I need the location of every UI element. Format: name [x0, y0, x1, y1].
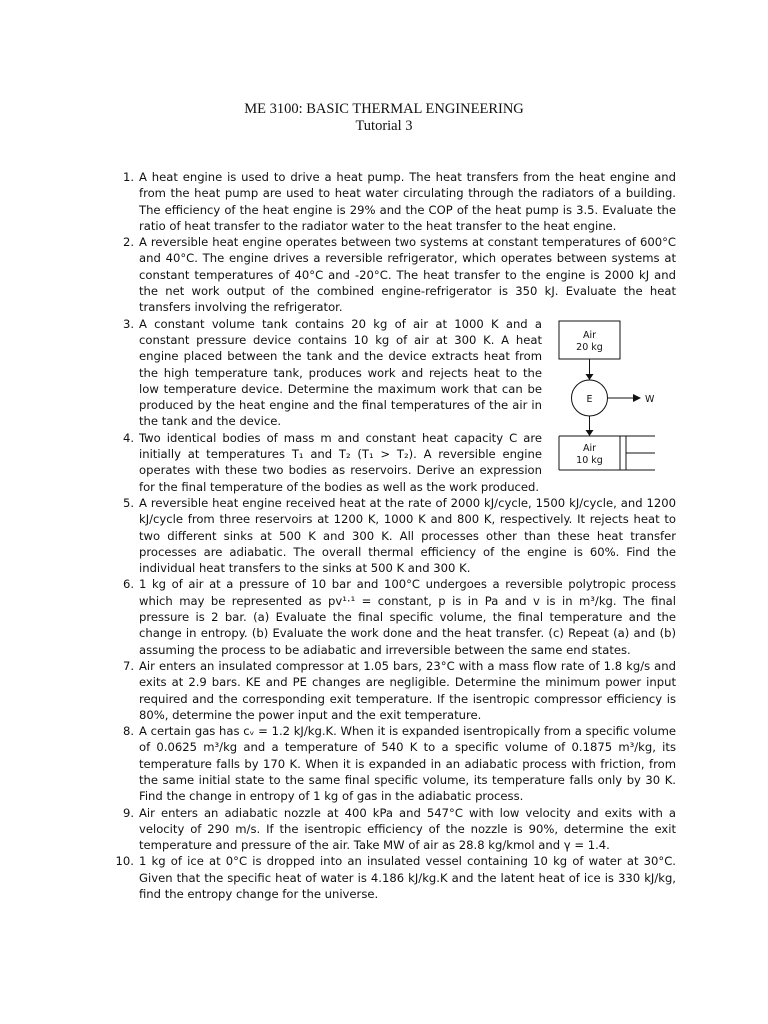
problem-text: A reversible heat engine operates between two systems at constant temperatures of 600°C and 40°C. The engine drives a reversible refrigerator, which operates between systems at constant temperatures of 40°C and -20°C. The heat transfer to the engine is 2000 kJ and the net work output of the combined engine-refrigerator is 350 kJ. Evaluate the heat transfers involving the refrigerator. — [139, 235, 676, 315]
heat-out-arrowhead — [586, 430, 594, 436]
tutorial-title: Tutorial 3 — [355, 118, 413, 134]
problem-number: 3. — [122, 316, 134, 331]
problem-number: 2. — [122, 235, 134, 250]
problem-text: Two identical bodies of mass m and constant heat capacity C are initially at temperatures T₁ and T₂ (T₁ > T₂). A reversible engine operates with these two bodies as reservoirs. Derive an expression for the final temperature of the bodies as well as the work produced. — [139, 430, 542, 494]
problem-number: 10. — [115, 854, 134, 869]
problem-number: 8. — [122, 724, 134, 739]
problem-item — [114, 658, 676, 723]
problem-text: A reversible heat engine received heat at the rate of 2000 kJ/cycle, 1500 kJ/cycle, and 1200 kJ/cycle from three reservoirs at 1200 K, 1000 K and 800 K, respectively. It rejects heat to two different sinks at 500 K and 300 K. All processes other than these heat transfer processes are adiabatic. The overall thermal efficiency of the engine is 60%. Find the individual heat transfers to the sinks at 500 K and 300 K. — [139, 495, 676, 576]
problem-text: 1 kg of ice at 0°C is dropped into an insulated vessel containing 10 kg of water at 30°C. Given that the specific heat of water is 4.186 kJ/kg.K and the latent heat of ice is 330 kJ/kg, find the entropy change for the universe. — [139, 854, 676, 902]
problem-text: Air enters an adiabatic nozzle at 400 kPa and 547°C with low velocity and exits with a velocity of 290 m/s. If the isentropic efficiency of the nozzle is 90%, determine the exit temperature and pressure of the air. Take MW of air as 28.8 kg/kmol and γ = 1.4. — [139, 805, 676, 853]
problem-text: Air enters an insulated compressor at 1.05 bars, 23°C with a mass flow rate of 1.8 kg/s and exits at 2.9 bars. KE and PE changes are negligible. Determine the minimum power input required and the corresponding exit temperature. If the isentropic compressor efficiency is 80%, determine the power input and the exit temperature. — [139, 658, 676, 722]
problem-list — [114, 169, 676, 902]
problem-number: 7. — [122, 658, 134, 673]
problem-item — [114, 723, 676, 804]
problem-item — [114, 495, 676, 576]
problem-text: 1 kg of air at a pressure of 10 bar and 100°C undergoes a reversible polytropic process which may be represented as pv¹·¹ = constant, p is in Pa and v is in m³/kg. The final pressure is 2 bar. (a) Evaluate the final specific volume, the final temperature and the change in entropy. (b) Evaluate the work done and the heat transfer. (c) Repeat (a) and (b) assuming the process to be adiabatic and irreversible between the same end states. — [139, 577, 676, 657]
tank-label-line2: 20 kg — [576, 342, 603, 353]
work-label: W — [645, 394, 655, 405]
device-label-line2: 10 kg — [576, 455, 603, 466]
problem-text: A certain gas has cᵥ = 1.2 kJ/kg.K. When it is expanded isentropically from a specific volume of 0.0625 m³/kg and a temperature of 540 K to a specific volume of 0.1875 m³/kg, its temperature falls by 170 K. When it is expanded in an adiabatic process with friction, from the same initial state to the same final specific volume, its temperature falls only by 30 K. Find the change in entropy of 1 kg of gas in the adiabatic process. — [139, 724, 676, 804]
work-arrowhead — [633, 394, 641, 402]
piston — [620, 436, 626, 470]
engine-label: E — [586, 394, 593, 405]
problem-item — [114, 853, 676, 902]
problem-item — [114, 234, 676, 315]
problem-text: A constant volume tank contains 20 kg of air at 1000 K and a constant pressure device contains 10 kg of air at 300 K. A heat engine placed between the tank and the device extracts heat from the high temperature tank, produces work and rejects heat to the low temperature device. Determine the maximum work that can be produced by the heat engine and the final temperatures of the air in the tank and the device. — [139, 316, 542, 429]
document-header — [0, 101, 768, 135]
course-title: ME 3100: BASIC THERMAL ENGINEERING — [244, 101, 524, 117]
device-label-line1: Air — [582, 443, 597, 454]
problem-item — [114, 169, 676, 234]
problem-number: 6. — [122, 577, 134, 592]
problem-text: A heat engine is used to drive a heat pump. The heat transfers from the heat engine and from the heat pump are used to heat water circulating through the radiators of a building. The efficiency of the heat engine is 29% and the COP of the heat pump is 3.5. Evaluate the ratio of heat transfer to the radiator water to the heat transfer to the heat engine. — [139, 170, 676, 233]
problem-item — [114, 576, 676, 657]
problem-number: 9. — [122, 805, 134, 820]
engine-diagram — [541, 318, 673, 476]
heat-in-arrowhead — [586, 374, 594, 380]
problem-number: 5. — [122, 495, 134, 510]
tank-label-line1: Air — [582, 330, 597, 341]
problem-item — [114, 805, 676, 854]
problem-number: 4. — [122, 430, 134, 445]
problem-number: 1. — [122, 170, 134, 184]
